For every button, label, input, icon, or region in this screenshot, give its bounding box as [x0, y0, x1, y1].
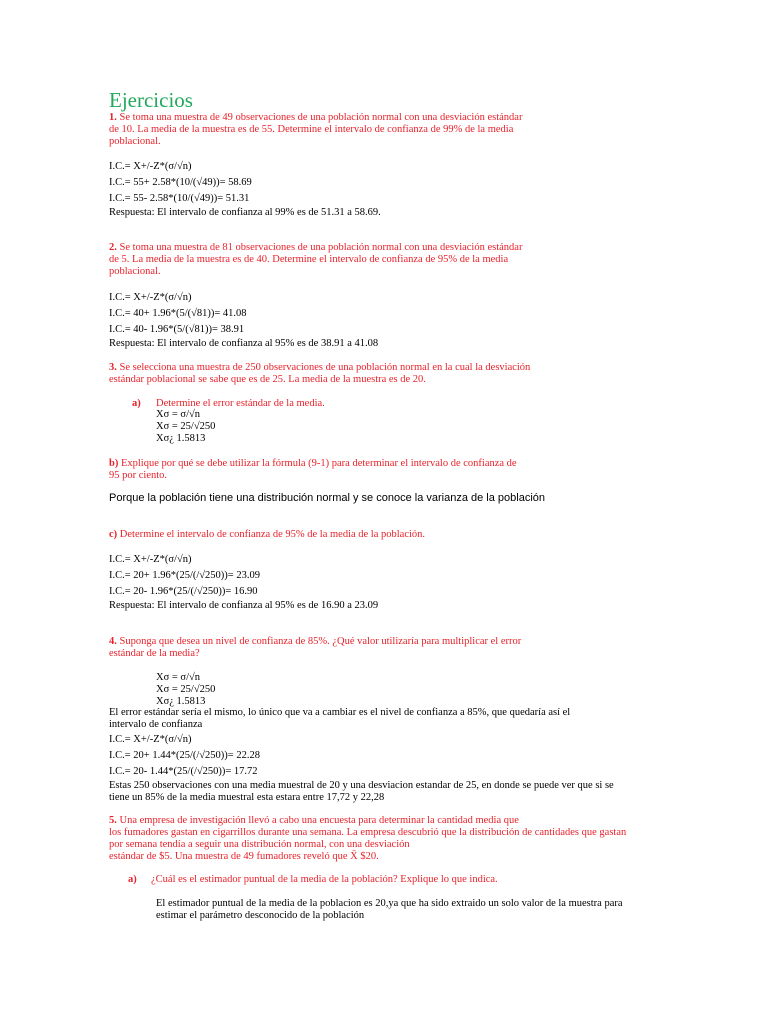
- ex5-a-label: [128, 874, 137, 886]
- ex5-question-text-1: Una empresa de investigación llevó a cabo una encuesta para determinar la cantidad media que: [119, 815, 519, 826]
- ex3-c-upper-limit: I.C.= 20+ 1.96*(25/(/√250))= 23.09: [109, 570, 260, 581]
- ex1-lower-limit: I.C.= 55- 2.58*(10/(√49))= 51.31: [109, 193, 250, 204]
- ex5-question-line-4: estándar de $5. Una muestra de 49 fumadores reveló que X̄ $20.: [109, 851, 379, 862]
- ex1-upper-limit: I.C.= 55+ 2.58*(10/(√49))= 58.69: [109, 177, 252, 188]
- ex3-a-work-1: Xσ = σ/√n: [156, 409, 201, 420]
- ex4-question-line-2: estándar de la media?: [109, 648, 200, 659]
- ex4-conclusion-line-2: tiene un 85% de la media muestral esta estara entre 17,72 y 22,28: [109, 792, 385, 803]
- ex4-question-line-1: [109, 636, 521, 648]
- ex3-a-question: Determine el error estándar de la media.: [156, 398, 325, 409]
- ex3-b-question-text-1: Explique por qué se debe utilizar la fórmula (9-1) para determinar el intervalo de confianza de: [120, 458, 517, 469]
- ex1-question-line-3: poblacional.: [109, 136, 161, 147]
- ex3-number: 3.: [109, 362, 117, 373]
- ex3-a-work-2: Xσ = 25/√250: [156, 421, 216, 432]
- ex3-question-line-2: estándar poblacional se sabe que es de 25. La media de la muestra es de 20.: [109, 374, 426, 385]
- ex3-b-answer: Porque la población tiene una distribución normal y se conoce la varianza de la población: [109, 492, 545, 504]
- ex2-upper-limit: I.C.= 40+ 1.96*(5/(√81))= 41.08: [109, 308, 247, 319]
- ex3-c-question: [109, 529, 425, 541]
- ex3-question-text-1: Se selecciona una muestra de 250 observaciones de una población normal en la cual la desviación: [119, 362, 531, 373]
- ex3-a-label: [132, 398, 141, 410]
- ex3-question-line-1: [109, 362, 530, 374]
- ex3-c-formula: I.C.= X+/-Z*(σ/√n): [109, 554, 192, 565]
- ex5-a-answer-line-2: estimar el parámetro desconocido de la población: [156, 910, 365, 921]
- page-title: Ejercicios: [109, 88, 193, 112]
- ex2-question-line-3: poblacional.: [109, 266, 161, 277]
- ex5-a-question: ¿Cuál es el estimador puntual de la media de la población? Explique lo que indica.: [151, 874, 498, 885]
- ex3-b-question-line-1: [109, 458, 517, 470]
- ex3-c-answer: Respuesta: El intervalo de confianza al 95% es de 16.90 a 23.09: [109, 600, 379, 611]
- ex3-b-question-line-2: 95 por ciento.: [109, 470, 168, 481]
- ex5-question-line-3: por semana tendía a seguir una distribución normal, con una desviación: [109, 839, 410, 850]
- ex2-formula: I.C.= X+/-Z*(σ/√n): [109, 292, 192, 303]
- ex2-number: 2.: [109, 242, 117, 253]
- ex4-question-text-1: Suponga que desea un nivel de confianza de 85%. ¿Qué valor utilizaría para multiplicar el error: [119, 636, 522, 647]
- ex4-explain-line-2: intervalo de confianza: [109, 719, 203, 730]
- ex1-question-line-1: [109, 112, 522, 124]
- ex5-a-letter: a): [128, 874, 137, 885]
- ex1-answer: Respuesta: El intervalo de confianza al 99% es de 51.31 a 58.69.: [109, 207, 381, 218]
- ex5-a-answer-line-1: El estimador puntual de la media de la poblacion es 20,ya que ha sido extraido un solo valor de la muestra para: [156, 898, 623, 909]
- ex3-c-lower-limit: I.C.= 20- 1.96*(25/(/√250))= 16.90: [109, 586, 258, 597]
- ex5-question-line-2: los fumadores gastan en cigarrillos durante una semana. La empresa descubrió que la distribución de cantidades que gastan: [109, 827, 627, 838]
- ex1-number: 1.: [109, 112, 117, 123]
- ex3-c-question-text: Determine el intervalo de confianza de 95% de la media de la población.: [119, 529, 426, 540]
- ex4-se-work-3: Xσ¿ 1.5813: [156, 696, 206, 707]
- ex4-lower-limit: I.C.= 20- 1.44*(25/(/√250))= 17.72: [109, 766, 258, 777]
- ex2-lower-limit: I.C.= 40- 1.96*(5/(√81))= 38.91: [109, 324, 245, 335]
- ex5-number: 5.: [109, 815, 117, 826]
- ex3-c-letter: c): [109, 529, 118, 540]
- ex2-question-text-1: Se toma una muestra de 81 observaciones de una población normal con una desviación estándar: [119, 242, 523, 253]
- ex1-question-line-2: de 10. La media de la muestra es de 55. Determine el intervalo de confianza de 99% de la media: [109, 124, 514, 135]
- ex2-question-line-2: de 5. La media de la muestra es de 40. Determine el intervalo de confianza de 95% de la media: [109, 254, 509, 265]
- ex2-question-line-1: [109, 242, 522, 254]
- ex4-se-work-2: Xσ = 25/√250: [156, 684, 216, 695]
- ex1-formula: I.C.= X+/-Z*(σ/√n): [109, 161, 192, 172]
- ex4-explain-line-1: El error estándar sería el mismo, lo único que va a cambiar es el nivel de confianza a 85%, que quedaría así el: [109, 707, 571, 718]
- ex1-question-text-1: Se toma una muestra de 49 observaciones de una población normal con una desviación estándar: [119, 112, 523, 123]
- ex3-a-letter: a): [132, 398, 141, 409]
- ex4-se-work-1: Xσ = σ/√n: [156, 672, 201, 683]
- ex3-b-letter: b): [109, 458, 119, 469]
- ex4-formula: I.C.= X+/-Z*(σ/√n): [109, 734, 192, 745]
- ex5-question-line-1: [109, 815, 519, 827]
- ex4-conclusion-line-1: Estas 250 observaciones con una media muestral de 20 y una desviacion estandar de 25, en donde se puede ver que si se: [109, 780, 614, 791]
- ex4-upper-limit: I.C.= 20+ 1.44*(25/(/√250))= 22.28: [109, 750, 260, 761]
- ex2-answer: Respuesta: El intervalo de confianza al 95% es de 38.91 a 41.08: [109, 338, 379, 349]
- ex4-number: 4.: [109, 636, 117, 647]
- ex3-a-work-3: Xσ¿ 1.5813: [156, 433, 206, 444]
